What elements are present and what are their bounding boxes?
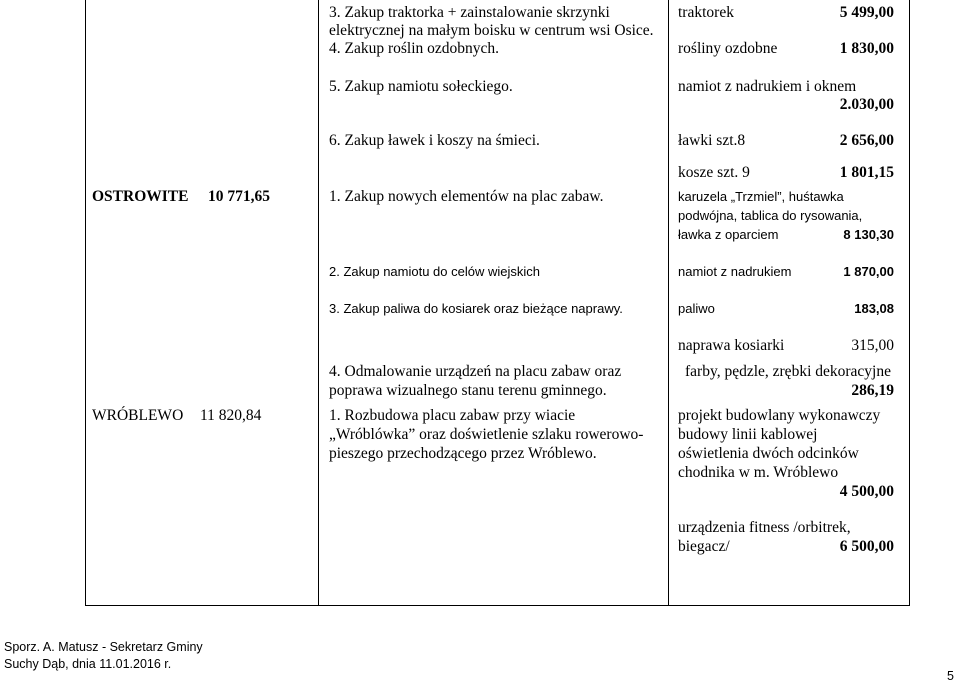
page-number: 5	[947, 669, 954, 683]
cost-value: 8 130,30	[843, 227, 894, 242]
cost-value: 4 500,00	[839, 483, 894, 500]
cost-value: 1 801,15	[839, 164, 894, 181]
cost-value: 2.030,00	[839, 96, 894, 113]
cost-item-line: karuzela „Trzmiel”, huśtawka	[678, 189, 844, 204]
prepared-by: Sporz. A. Matusz - Sekretarz Gminy	[4, 640, 203, 654]
cost-item-line: chodnika w m. Wróblewo	[678, 464, 839, 481]
cost-item-line: urządzenia fitness /orbitrek,	[678, 519, 851, 536]
cost-value: 5 499,00	[839, 4, 894, 21]
village-name: WRÓBLEWO	[92, 407, 184, 424]
cost-item-line: podwójna, tablica do rysowania,	[678, 208, 863, 223]
cost-item: ławki szt.8	[678, 132, 746, 149]
task-line: 4. Zakup roślin ozdobnych.	[329, 40, 500, 57]
cost-item: farby, pędzle, zrębki dekoracyjne	[685, 363, 891, 380]
cost-value: 286,19	[851, 382, 894, 399]
cost-item-line: biegacz/	[678, 538, 730, 555]
cost-item-line: oświetlenia dwóch odcinków	[678, 445, 859, 462]
cost-value: 2 656,00	[839, 132, 894, 149]
cost-item: paliwo	[678, 301, 715, 316]
place-date: Suchy Dąb, dnia 11.01.2016 r.	[4, 657, 172, 671]
column-divider	[318, 0, 319, 606]
cost-item: namiot z nadrukiem i oknem	[678, 78, 857, 95]
table-bottom-border	[85, 605, 910, 606]
cost-item: kosze szt. 9	[678, 164, 750, 181]
cost-value: 1 870,00	[843, 264, 894, 279]
cost-item: rośliny ozdobne	[678, 40, 778, 57]
task-line: 1. Zakup nowych elementów na plac zabaw.	[329, 188, 604, 205]
task-line: elektrycznej na małym boisku w centrum wsi Osice.	[329, 22, 654, 39]
table-border-left	[85, 0, 86, 606]
cost-item: namiot z nadrukiem	[678, 264, 792, 279]
task-line: 4. Odmalowanie urządzeń na placu zabaw oraz	[329, 363, 622, 380]
column-divider	[668, 0, 669, 606]
cost-item-line: ławka z oparciem	[678, 227, 779, 242]
cost-value: 315,00	[851, 337, 894, 354]
village-amount: 11 820,84	[200, 407, 262, 424]
table-border-right	[909, 0, 910, 606]
task-line: poprawa wizualnego stanu terenu gminnego.	[329, 382, 607, 399]
village-name: OSTROWITE	[92, 188, 189, 205]
task-line: 5. Zakup namiotu sołeckiego.	[329, 78, 513, 95]
cost-value: 6 500,00	[839, 538, 894, 555]
village-amount: 10 771,65	[208, 188, 270, 205]
task-line: pieszego przechodzącego przez Wróblewo.	[329, 445, 597, 462]
task-line: 1. Rozbudowa placu zabaw przy wiacie	[329, 407, 576, 424]
cost-value: 1 830,00	[839, 40, 894, 57]
cost-item-line: projekt budowlany wykonawczy	[678, 407, 881, 424]
cost-item: traktorek	[678, 4, 734, 21]
task-line: „Wróblówka” oraz doświetlenie szlaku rowerowo-	[329, 426, 644, 443]
cost-item: naprawa kosiarki	[678, 337, 785, 354]
cost-value: 183,08	[854, 301, 894, 316]
cost-item-line: budowy linii kablowej	[678, 426, 818, 443]
task-line: 3. Zakup traktorka + zainstalowanie skrzynki	[329, 4, 610, 21]
task-line: 6. Zakup ławek i koszy na śmieci.	[329, 132, 540, 149]
task-line: 3. Zakup paliwa do kosiarek oraz bieżące naprawy.	[329, 301, 623, 316]
task-line: 2. Zakup namiotu do celów wiejskich	[329, 264, 540, 279]
